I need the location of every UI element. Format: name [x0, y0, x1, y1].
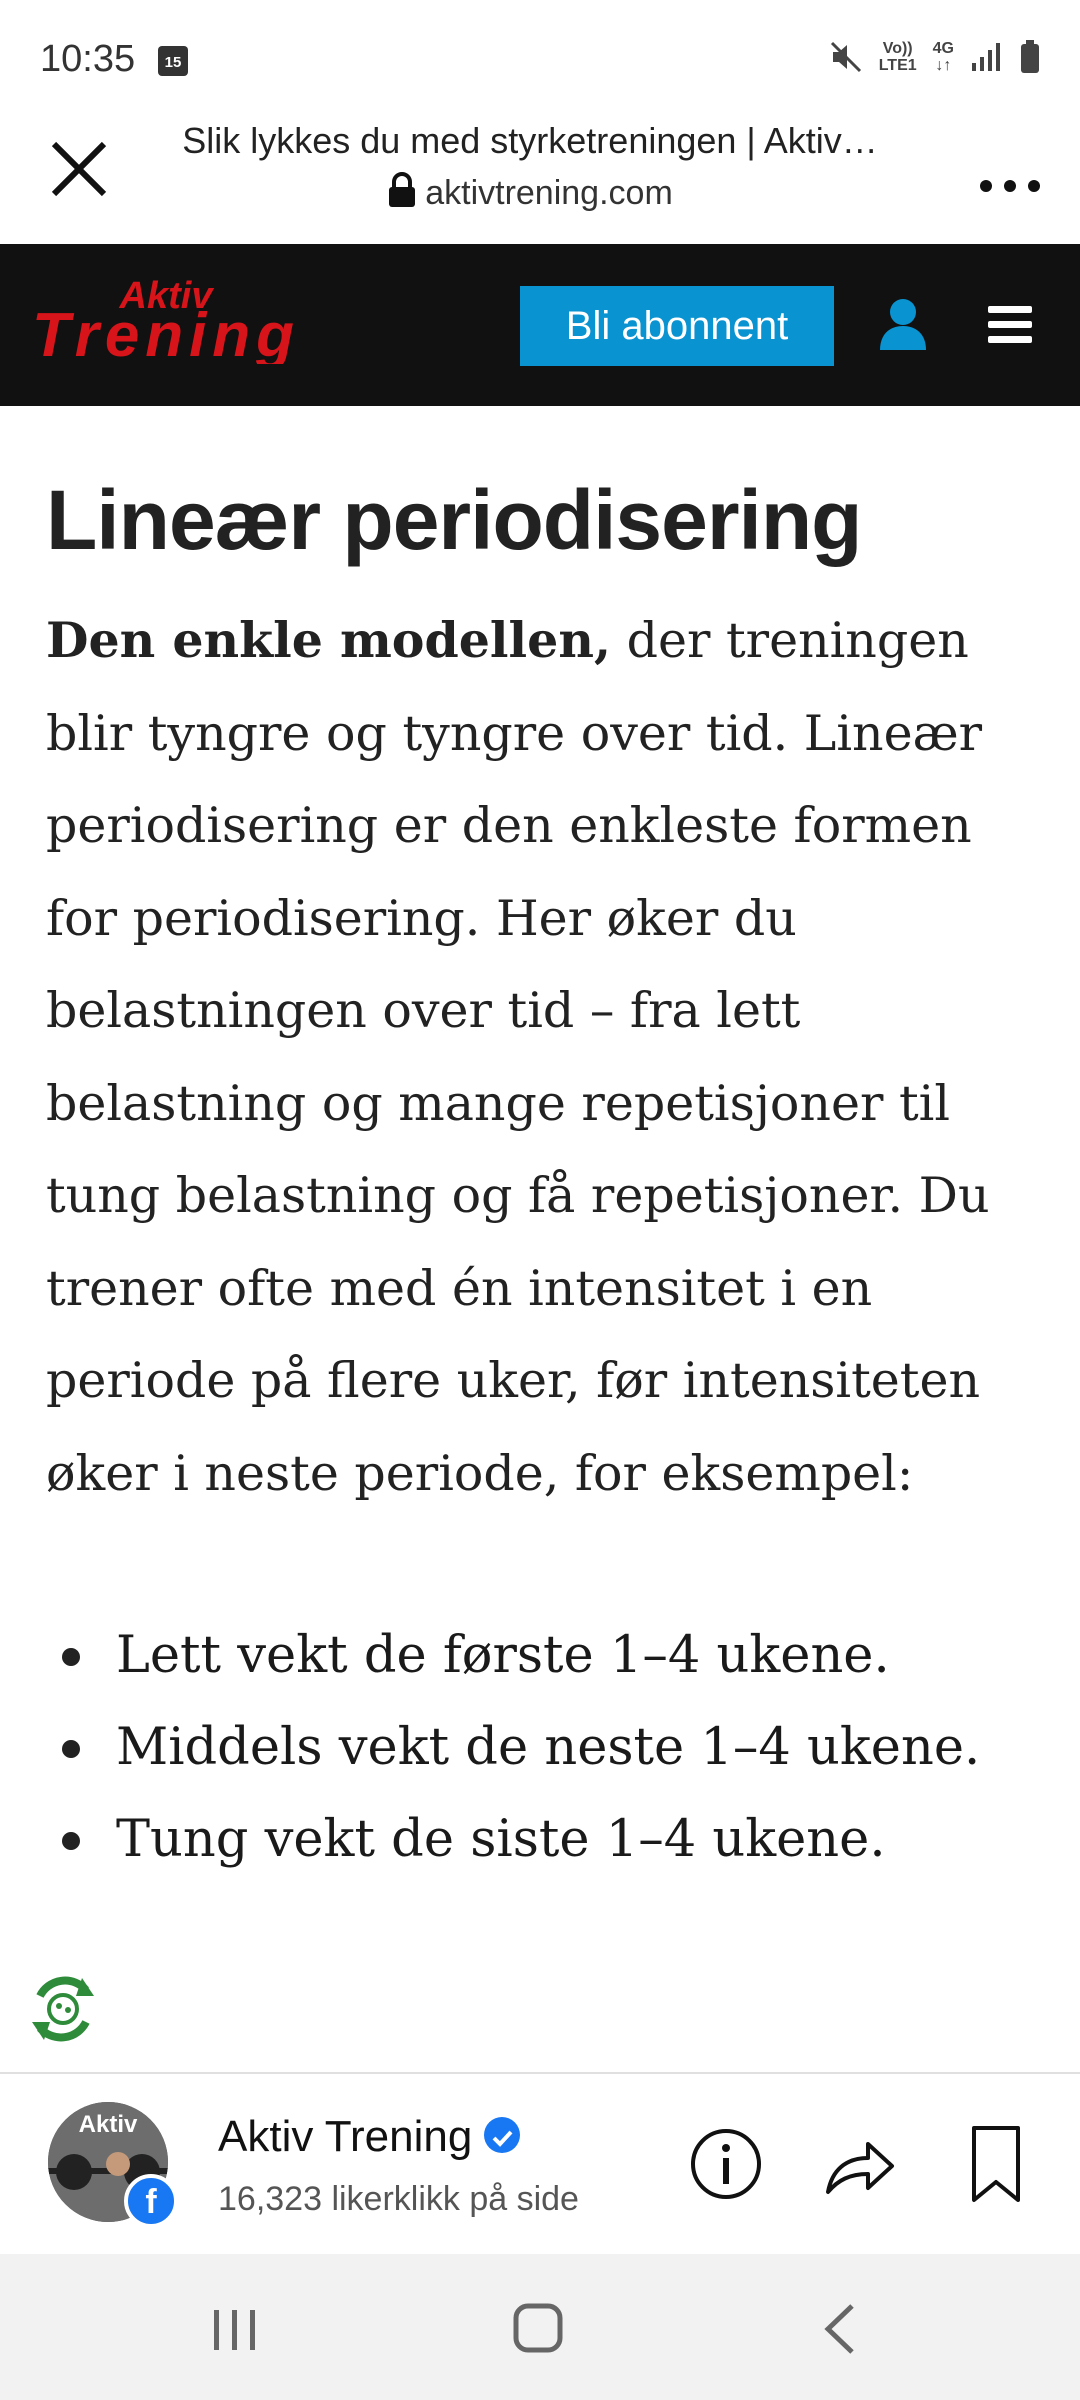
article-paragraph [46, 594, 1046, 1520]
system-navigation-bar [0, 2254, 1080, 2400]
verified-icon [484, 2117, 520, 2153]
network-type-icon: 4G ↓↑ [932, 40, 954, 74]
info-icon[interactable] [688, 2126, 764, 2202]
facebook-page-bar [0, 2072, 1080, 2256]
article-heading: Lineær periodisering [46, 473, 862, 567]
more-options-icon[interactable] [970, 140, 1050, 200]
bullet-item: Tung vekt de siste 1–4 ukene. [116, 1794, 1046, 1886]
avatar-logo-text: Aktiv [78, 2111, 138, 2138]
bookmark-icon[interactable] [966, 2124, 1026, 2204]
site-header [0, 244, 1080, 406]
bullet-item: Middels vekt de neste 1–4 ukene. [116, 1702, 1046, 1794]
lock-icon [387, 172, 417, 208]
facebook-page-name[interactable]: Aktiv Trening [218, 2112, 520, 2162]
url-text: aktivtrening.com [425, 174, 673, 212]
signal-icon [970, 41, 1004, 73]
back-icon[interactable] [820, 2302, 860, 2356]
status-icons [829, 40, 1040, 74]
site-logo[interactable] [28, 272, 298, 369]
subscribe-button[interactable]: Bli abonnent [520, 286, 834, 366]
status-bar [0, 0, 1080, 120]
browser-page-title: Slik lykkes du med styrketreningen | Aktiv… [182, 120, 878, 161]
lead-bold: Den enkle modellen, [46, 611, 612, 669]
url-row[interactable] [150, 172, 910, 213]
volte-icon: Vo)) LTE1 [878, 40, 917, 74]
aktiv-trening-logo [28, 272, 298, 364]
recycle-icon[interactable] [20, 1966, 106, 2052]
share-icon[interactable] [822, 2126, 898, 2202]
recent-apps-icon[interactable] [210, 2308, 260, 2352]
battery-icon [1020, 40, 1040, 74]
browser-header [0, 120, 1080, 244]
facebook-icon: f [124, 2174, 178, 2228]
mute-icon [829, 40, 863, 74]
logo-trening-text: Trening [32, 301, 294, 364]
close-icon[interactable] [40, 130, 118, 208]
logo-aktiv-text: Aktiv [119, 275, 213, 317]
paragraph-text: der treningen blir tyngre og tyngre over tid. Lineær periodisering er den enkleste formen for periodisering. Her øker du belastningen over tid – fra lett belastning og mange repetisjoner til tung belastning og få repetisjoner. Du trener ofte med én intensitet i en periode på flere uker, før intensiteten øker i neste periode, for eksempel: [46, 612, 990, 1502]
status-time: 10:35 [40, 38, 136, 80]
article-content [46, 470, 1046, 1886]
calendar-icon: 15 [158, 46, 188, 76]
bullet-list [46, 1610, 1046, 1886]
user-icon[interactable] [878, 296, 928, 352]
hamburger-menu-icon[interactable] [986, 302, 1034, 346]
bullet-item: Lett vekt de første 1–4 ukene. [116, 1610, 1046, 1702]
facebook-likes: 16,323 likerklikk på side [218, 2180, 579, 2218]
home-icon[interactable] [512, 2302, 564, 2354]
